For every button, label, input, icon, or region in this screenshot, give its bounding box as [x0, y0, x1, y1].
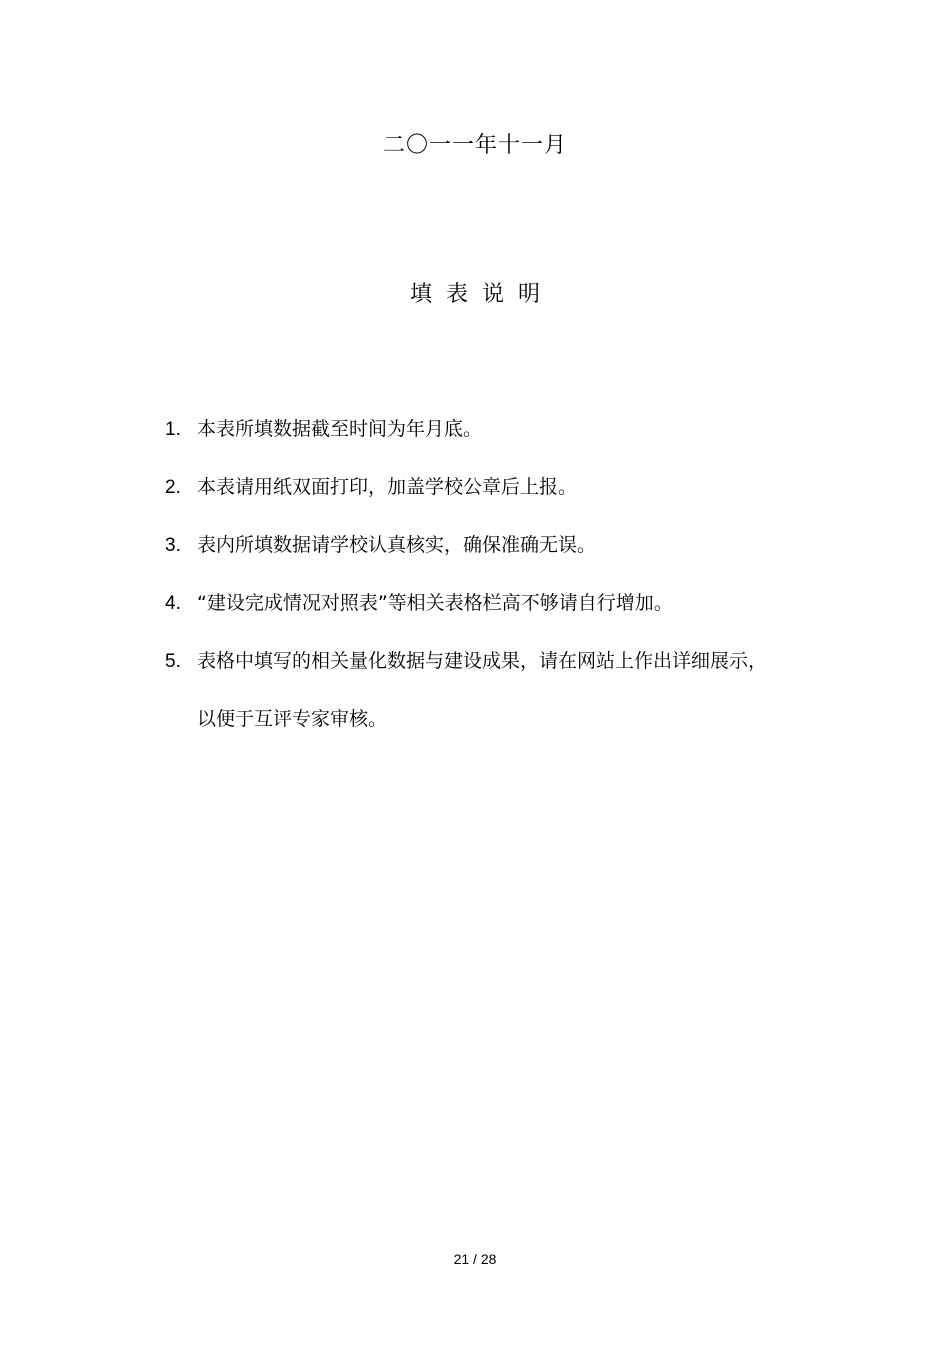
instruction-number: 5. — [165, 651, 181, 672]
instruction-text: 表格中填写的相关量化数据与建设成果，请在网站上作出详细展示， — [197, 650, 768, 672]
instruction-text: 本表请用纸双面打印，加盖学校公章后上报。 — [197, 476, 578, 498]
instruction-item — [165, 531, 865, 560]
instruction-number: 3. — [165, 535, 181, 556]
document-date: 二〇一一年十一月 — [382, 133, 567, 158]
instruction-item — [165, 647, 865, 734]
instruction-number: 4. — [165, 593, 181, 614]
instruction-text-wrapper — [197, 647, 865, 734]
instruction-text-continuation: 以便于互评专家审核。 — [197, 708, 388, 730]
instruction-number: 2. — [165, 477, 181, 498]
instruction-item — [165, 473, 865, 502]
instruction-text: “建设完成情况对照表”等相关表格栏高不够请自行增加。 — [197, 592, 673, 614]
instruction-item — [165, 589, 865, 618]
instructions-list — [165, 415, 865, 734]
section-title: 填表说明 — [409, 282, 554, 307]
instruction-number: 1. — [165, 419, 181, 440]
instruction-text: 本表所填数据截至时间为年月底。 — [197, 418, 483, 440]
instruction-item — [165, 415, 865, 444]
instruction-text: 表内所填数据请学校认真核实，确保准确无误。 — [197, 534, 597, 556]
page-number: 21 / 28 — [453, 1251, 497, 1267]
